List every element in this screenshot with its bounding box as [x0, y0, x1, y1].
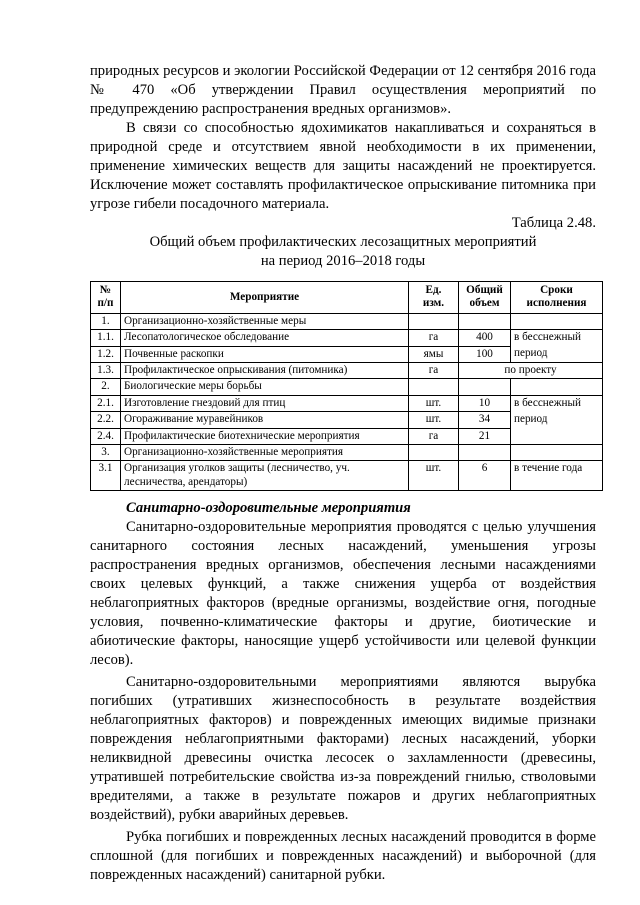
- table-row: [91, 445, 603, 461]
- table-row: [91, 395, 603, 411]
- row-num: 3.1: [91, 461, 121, 491]
- row-unit: ямы: [409, 346, 459, 362]
- row-num: 1.3.: [91, 363, 121, 379]
- row-num: 3.: [91, 445, 121, 461]
- row-num: 2.1.: [91, 395, 121, 411]
- row-num: 1.: [91, 313, 121, 329]
- row-measure: Профилактические биотехнические мероприятия: [121, 428, 409, 444]
- header-num: № п/п: [91, 282, 121, 314]
- header-measure: Мероприятие: [121, 282, 409, 314]
- row-measure: Профилактическое опрыскивания (питомника): [121, 363, 409, 379]
- row-volume: 34: [459, 412, 511, 428]
- row-unit: шт.: [409, 412, 459, 428]
- table-row: [91, 379, 603, 395]
- row-volume: [459, 379, 511, 395]
- row-unit: [409, 313, 459, 329]
- sanitary-paragraph-2: Санитарно-оздоровительными мероприятиями являются вырубка погибших (утративших жизнеспособность в результате воздействия неблагоприятных факторов) и поврежденных имеющих видимые признаки повреждения неблагоприятными факторами) лесных насаждений, уборки неликвидной древесины очистка лесосек о захламленности (древесины, утратившей потребительские свойства из-за повреждений гнилью, стволовыми вредителями, а также в результате пожаров и других неблагоприятных воздействий), рубки аварийных деревьев.: [90, 674, 596, 824]
- row-term: [511, 379, 603, 395]
- table-row: [91, 428, 603, 444]
- header-volume: Общий объем: [459, 282, 511, 314]
- table-row: [91, 363, 603, 379]
- row-unit: га: [409, 330, 459, 346]
- table-title-line-1: Общий объем профилактических лесозащитных мероприятий: [149, 234, 537, 250]
- table-header-row: [91, 282, 603, 314]
- row-unit: шт.: [409, 395, 459, 411]
- row-unit: [409, 445, 459, 461]
- row-measure: Огораживание муравейников: [121, 412, 409, 428]
- row-unit: [409, 379, 459, 395]
- row-term: [511, 445, 603, 461]
- row-volume: 10: [459, 395, 511, 411]
- row-measure: Изготовление гнездовий для птиц: [121, 395, 409, 411]
- section-title: Санитарно-оздоровительные мероприятия: [126, 500, 411, 517]
- row-measure: Лесопатологическое обследование: [121, 330, 409, 346]
- table-row: [91, 412, 603, 428]
- table-row: [91, 346, 603, 362]
- row-term: [511, 428, 603, 444]
- row-measure: Организация уголков защиты (лесничество, уч. лесничества, арендаторы): [121, 461, 409, 491]
- row-num: 1.1.: [91, 330, 121, 346]
- row-num: 1.2.: [91, 346, 121, 362]
- row-volume: 100: [459, 346, 511, 362]
- row-measure: Организационно-хозяйственные меры: [121, 313, 409, 329]
- row-volume: [459, 445, 511, 461]
- table-title-line-2: на период 2016–2018 годы: [260, 253, 426, 269]
- table-row: [91, 330, 603, 346]
- row-volume: 400: [459, 330, 511, 346]
- row-term: период: [511, 346, 603, 362]
- row-term: в течение года: [511, 461, 603, 491]
- row-volume: 21: [459, 428, 511, 444]
- table-label: Таблица 2.48.: [511, 215, 596, 231]
- sanitary-paragraph-3: Рубка погибших и поврежденных лесных насаждений проводится в форме сплошной (для погибших и поврежденных насаждений) и выборочной (для поврежденных насаждений) санитарной рубки.: [90, 829, 596, 884]
- row-num: 2.4.: [91, 428, 121, 444]
- row-measure: Биологические меры борьбы: [121, 379, 409, 395]
- row-term: [511, 313, 603, 329]
- row-num: 2.2.: [91, 412, 121, 428]
- row-num: 2.: [91, 379, 121, 395]
- header-unit: Ед. изм.: [409, 282, 459, 314]
- row-measure: Организационно-хозяйственные мероприятия: [121, 445, 409, 461]
- table-row: [91, 461, 603, 491]
- row-measure: Почвенные раскопки: [121, 346, 409, 362]
- table-row: [91, 313, 603, 329]
- row-term: период: [511, 412, 603, 428]
- row-volume: [459, 313, 511, 329]
- row-unit: га: [409, 363, 459, 379]
- row-unit: шт.: [409, 461, 459, 491]
- sanitary-paragraph-1: Санитарно-оздоровительные мероприятия проводятся с целью улучшения санитарного состояния лесных насаждений, уменьшения угрозы распространения вредных организмов, обеспечения лесными насаждениями своих целевых функций, а также снижения ущерба от воздействия неблагоприятных факторов (вредные организмы, воздействие огня, погодные условия, почвенно-климатические факторы и другие, биотические и абиотические факторы, наносящие ущерб устойчивости или целевой функции лесов).: [90, 519, 596, 669]
- row-volume: 6: [459, 461, 511, 491]
- intro-paragraph-2: В связи со способностью ядохимикатов накапливаться и сохраняться в природной среде и отсутствием явной необходимости в их применении, применение химических веществ для защиты насаждений не проектируется. Исключение может составлять профилактическое опрыскивание питомника при угрозе гибели посадочного материала.: [90, 120, 596, 212]
- row-term: в бесснежный: [511, 330, 603, 346]
- row-term: в бесснежный: [511, 395, 603, 411]
- measures-table: [90, 281, 603, 491]
- row-volume: по проекту: [459, 363, 603, 379]
- row-unit: га: [409, 428, 459, 444]
- header-term: Сроки исполнения: [511, 282, 603, 314]
- document-page: [90, 62, 596, 885]
- intro-paragraph-1: природных ресурсов и экологии Российской Федерации от 12 сентября 2016 года № 470 «Об утверждении Правил осуществления мероприятий по предупреждению распространения вредных организмов».: [90, 63, 596, 117]
